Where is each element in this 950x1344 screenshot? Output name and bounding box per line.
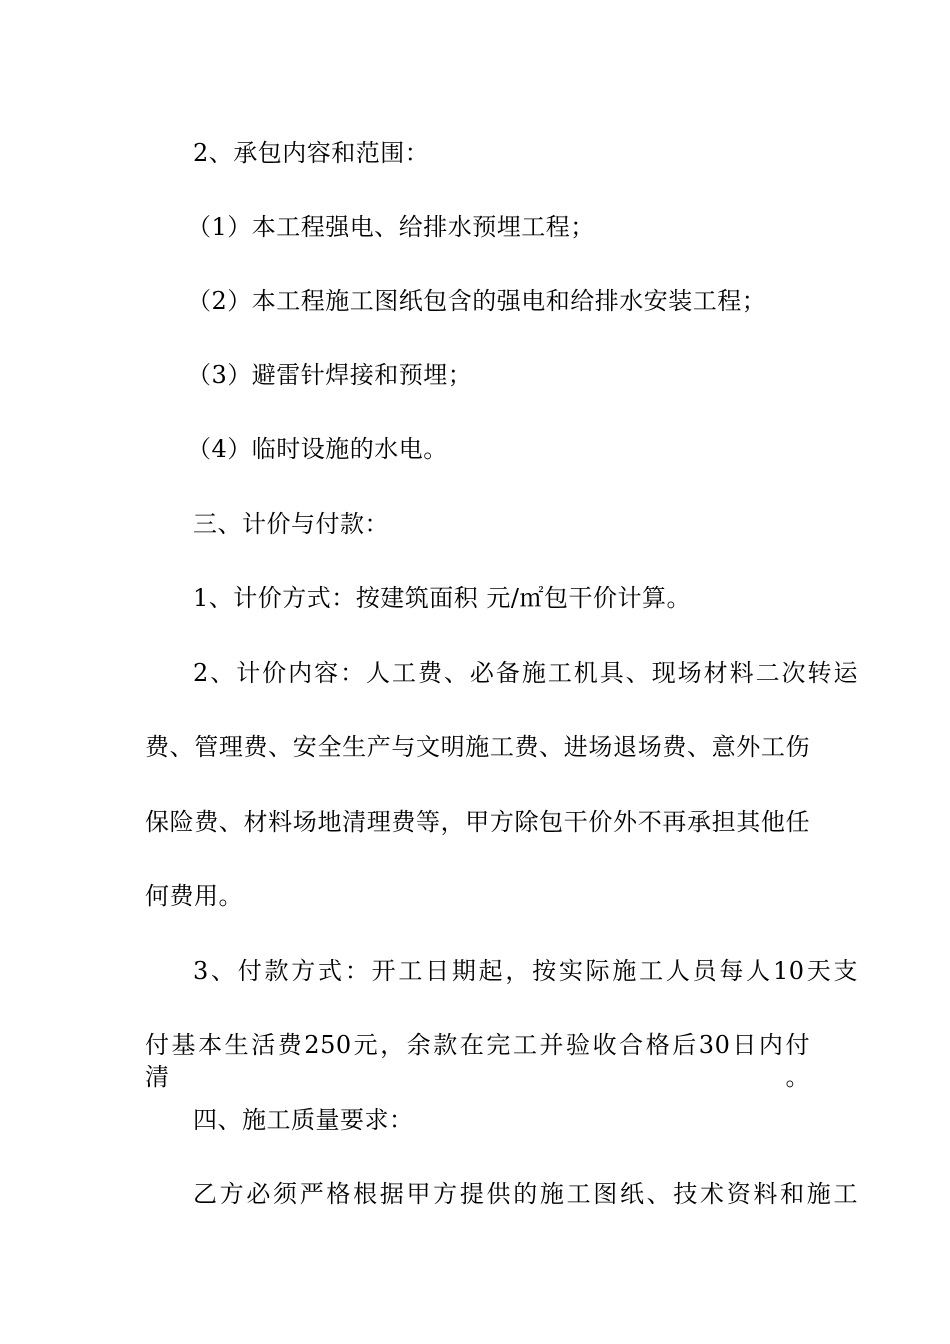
pricing-content-line-3: 保险费、材料场地清理费等，甲方除包干价外不再承担其他任	[145, 808, 810, 836]
scope-item-1: （1）本工程强电、给排水预埋工程；	[187, 213, 595, 241]
scope-item-2: （2）本工程施工图纸包含的强电和给排水安装工程；	[187, 287, 767, 315]
payment-method-line-2: 付基本生活费250元，余款在完工并验收合格后30日内付清。	[145, 1031, 810, 1091]
quality-requirements-line-1: 乙方必须严格根据甲方提供的施工图纸、技术资料和施工	[193, 1180, 858, 1208]
section-2-heading: 2、承包内容和范围：	[193, 139, 430, 167]
pricing-content-line-4: 何费用。	[145, 882, 243, 910]
pricing-method: 1、计价方式：按建筑面积 元/㎡包干价计算。	[193, 584, 691, 612]
scope-item-3: （3）避雷针焊接和预埋；	[187, 361, 473, 389]
scope-item-4: （4）临时设施的水电。	[187, 435, 448, 463]
section-3-heading: 三、计价与付款：	[193, 510, 389, 538]
pricing-content-line-1: 2、计价内容：人工费、必备施工机具、现场材料二次转运	[193, 659, 858, 687]
payment-method-line-1: 3、付款方式：开工日期起，按实际施工人员每人10天支	[193, 957, 858, 985]
pricing-content-line-2: 费、管理费、安全生产与文明施工费、进场退场费、意外工伤	[145, 733, 810, 761]
section-4-heading: 四、施工质量要求：	[193, 1106, 414, 1134]
